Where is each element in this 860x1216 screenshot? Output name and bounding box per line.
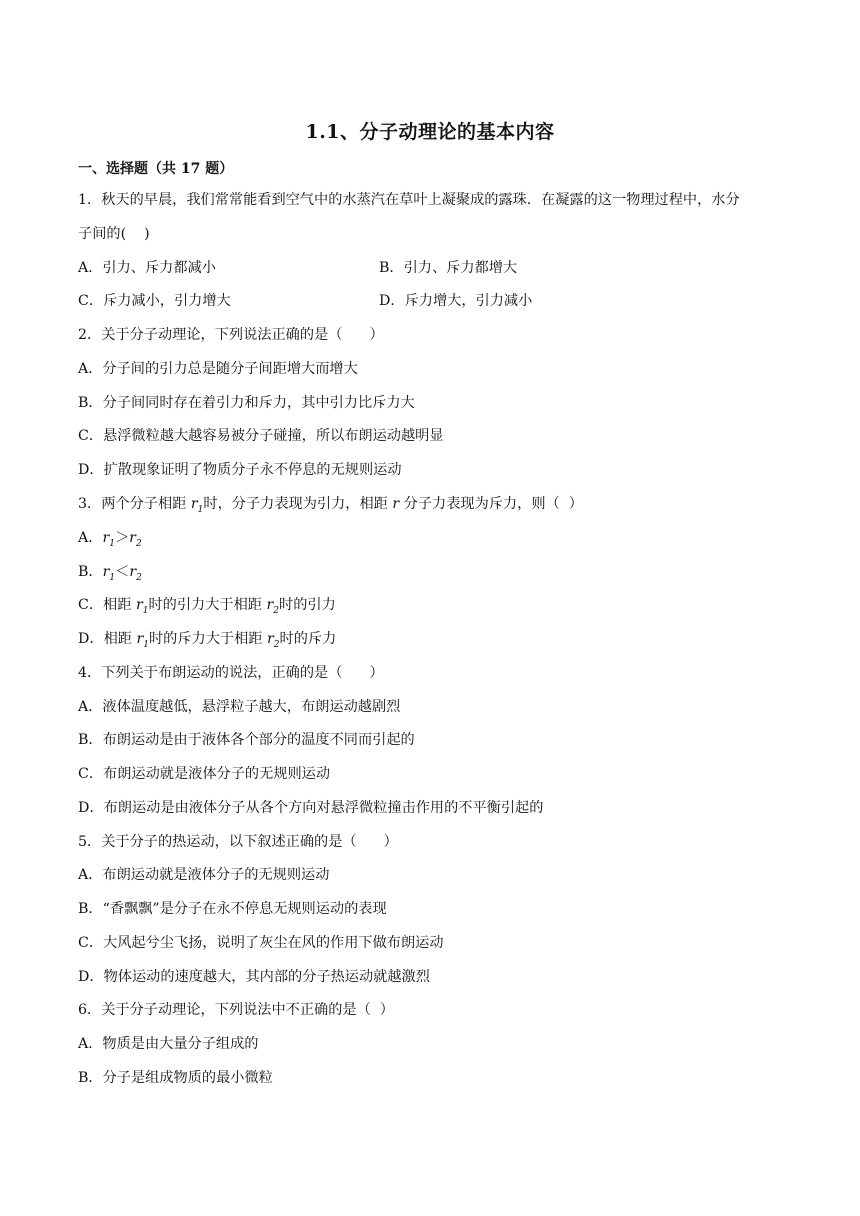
q5-option-d: D．物体运动的速度越大，其内部的分子热运动就越激烈 [78, 969, 430, 985]
q4-stem: 4．下列关于布朗运动的说法，正确的是（ ） [78, 665, 384, 681]
option-part: 时的斥力大于相距 [148, 631, 267, 647]
q2-option-c: C．悬浮微粒越大越容易被分子碰撞，所以布朗运动越明显 [78, 428, 444, 444]
q1-stem-line1: 1．秋天的早晨，我们常常能看到空气中的水蒸汽在草叶上凝聚成的露珠．在凝露的这一物理过程中，水分 [78, 192, 740, 208]
var-r: r [135, 597, 143, 613]
q2-option-a: A．分子间的引力总是随分子间距增大而增大 [78, 361, 358, 377]
var-r: r [102, 530, 110, 546]
var-r: r [129, 530, 136, 546]
q6-stem: 6．关于分子动理论，下列说法中不正确的是（ ） [78, 1002, 394, 1018]
option-part: 时的引力 [279, 597, 336, 613]
q3-option-b [78, 565, 142, 583]
q1-option-b: B．引力、斥力都增大 [379, 260, 518, 276]
section-heading: 一、选择题（共 17 题） [78, 161, 234, 177]
subscript: 2 [136, 572, 142, 583]
option-part: C．相距 [78, 597, 136, 613]
var-r: r [266, 597, 274, 613]
q1-option-c: C．斥力减小，引力增大 [78, 293, 231, 309]
q1-stem-line2: 子间的( ) [78, 226, 150, 242]
q2-stem: 2．关于分子动理论，下列说法正确的是（ ） [78, 327, 384, 343]
var-r: r [136, 631, 144, 647]
subscript: 2 [135, 538, 142, 549]
option-part: 时的引力大于相距 [148, 597, 267, 613]
less-than-sign: ＜ [115, 564, 130, 580]
q3-stem-part: 3．两个分子相距 [78, 496, 191, 512]
subscript: 1 [142, 605, 149, 616]
q4-option-a: A．液体温度越低，悬浮粒子越大，布朗运动越剧烈 [78, 699, 401, 715]
q3-option-d [78, 632, 336, 650]
option-label: A． [78, 530, 103, 546]
q6-option-a: A．物质是由大量分子组成的 [78, 1036, 259, 1052]
var-r: r [267, 631, 274, 647]
subscript: 2 [273, 639, 280, 650]
q3-option-c [78, 598, 336, 616]
q5-option-c: C．大风起兮尘飞扬，说明了灰尘在风的作用下做布朗运动 [78, 935, 444, 951]
subscript: 1 [143, 639, 149, 650]
option-part: D．相距 [78, 631, 137, 647]
q3-stem-part: 分子力表现为斥力，则（ ） [399, 496, 583, 512]
q5-stem: 5．关于分子的热运动，以下叙述正确的是（ ） [78, 834, 398, 850]
q3-stem [78, 497, 583, 515]
q4-option-b: B．布朗运动是由于液体各个部分的温度不同而引起的 [78, 732, 415, 748]
page-title: 1.1、分子动理论的基本内容 [305, 121, 555, 143]
q1-option-d: D．斥力增大，引力减小 [379, 293, 533, 309]
var-r: r [190, 496, 198, 512]
var-r: r [392, 496, 400, 512]
q2-option-d: D．扩散现象证明了物质分子永不停息的无规则运动 [78, 462, 402, 478]
subscript: 2 [273, 605, 280, 616]
q6-option-b: B．分子是组成物质的最小微粒 [78, 1070, 273, 1086]
var-r: r [102, 564, 110, 580]
q3-stem-part: 时，分子力表现为引力，相距 [203, 496, 393, 512]
var-r: r [129, 564, 137, 580]
q1-option-a: A．引力、斥力都减小 [78, 260, 216, 276]
q3-option-a [78, 531, 142, 549]
q4-option-d: D．布朗运动是由液体分子从各个方向对悬浮微粒撞击作用的不平衡引起的 [78, 800, 544, 816]
q2-option-b: B．分子间同时存在着引力和斥力，其中引力比斥力大 [78, 395, 415, 411]
q5-option-a: A．布朗运动就是液体分子的无规则运动 [78, 867, 330, 883]
subscript: 1 [109, 538, 115, 549]
q4-option-c: C．布朗运动就是液体分子的无规则运动 [78, 766, 331, 782]
greater-than-sign: ＞ [114, 530, 130, 546]
q5-option-b: B．“香飘飘”是分子在永不停息无规则运动的表现 [78, 901, 387, 917]
option-label: B． [78, 564, 103, 580]
subscript: 1 [197, 504, 204, 515]
subscript: 1 [109, 572, 116, 583]
option-part: 时的斥力 [279, 631, 337, 647]
